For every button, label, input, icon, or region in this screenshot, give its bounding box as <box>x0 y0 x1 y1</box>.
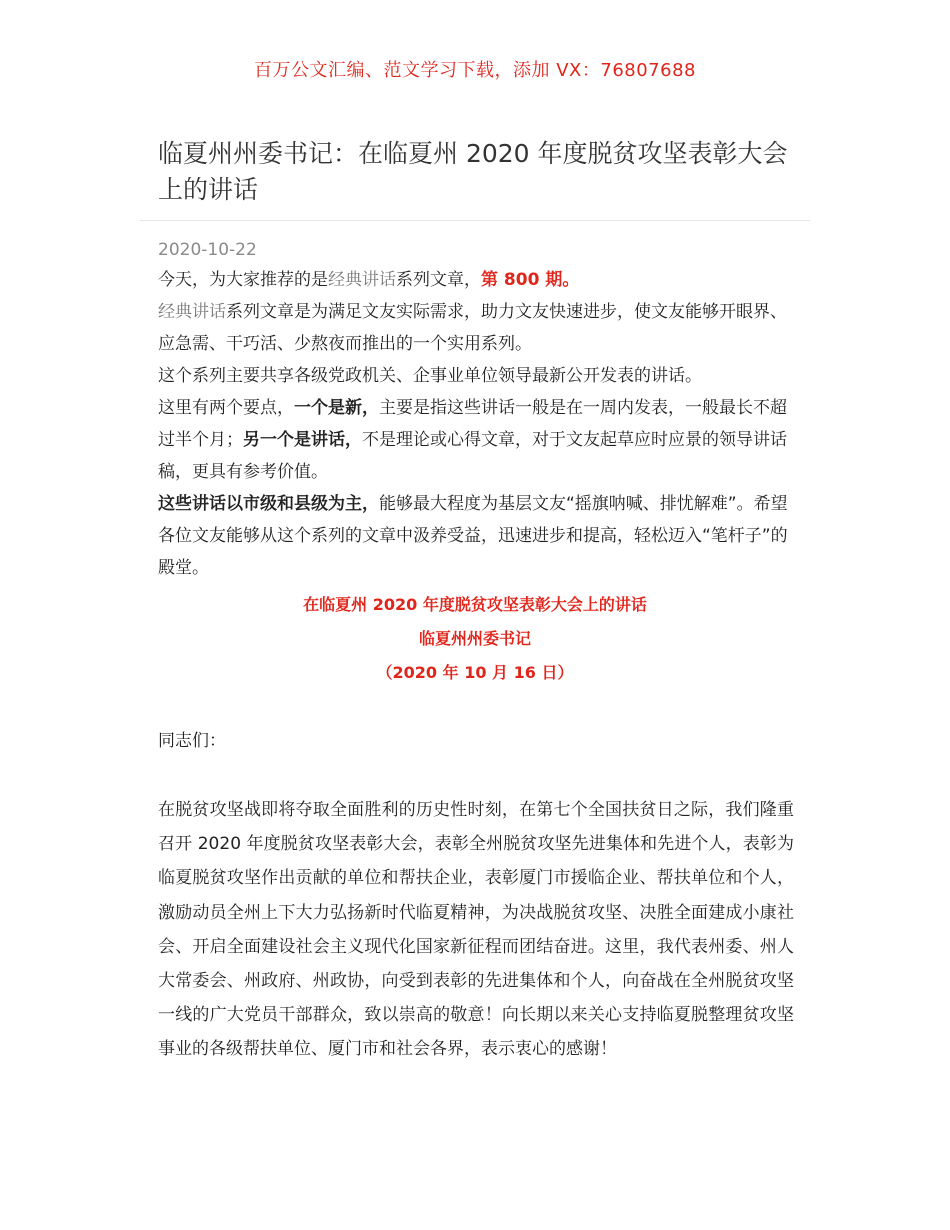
promo-banner: 百万公文汇编、范文学习下载，添加 VX：76807688 <box>254 60 696 81</box>
intro-line-2: 经典讲话系列文章是为满足文友实际需求，助力文友快速进步，使文友能够开眼界、应急需、干巧活、少熬夜而推出的一个实用系列。 <box>158 302 787 354</box>
issue-number: 第 800 期。 <box>481 270 580 290</box>
series-name: 经典讲话 <box>328 270 396 290</box>
title-divider <box>140 220 810 221</box>
intro-line-1: 今天，为大家推荐的是经典讲话系列文章，第 800 期。 <box>158 270 580 290</box>
intro-line-3: 这个系列主要共享各级党政机关、企事业单位领导最新公开发表的讲话。 <box>158 366 702 386</box>
speech-heading: 在临夏州 2020 年度脱贫攻坚表彰大会上的讲话 <box>303 595 647 614</box>
speech-speaker: 临夏州州委书记 <box>418 629 531 648</box>
point-two: 另一个是讲话， <box>243 430 362 450</box>
series-name-2: 经典讲话 <box>158 302 226 322</box>
point-one: 一个是新， <box>294 398 379 418</box>
series-intro <box>158 264 794 584</box>
speech-date: （2020 年 10 月 16 日） <box>376 663 574 682</box>
speech-header <box>0 588 950 690</box>
intro-line-5: 这些讲话以市级和县级为主，能够最大程度为基层文友“摇旗呐喊、排忧解难”。希望各位文友能够从这个系列的文章中汲养受益，迅速进步和提高，轻松迈入“笔杆子”的殿堂。 <box>158 494 788 578</box>
article-title: 临夏州州委书记：在临夏州 2020 年度脱贫攻坚表彰大会上的讲话 <box>158 139 788 204</box>
article-date: 2020-10-22 <box>158 240 257 260</box>
intro-line-4: 这里有两个要点，一个是新，主要是指这些讲话一般是在一周内发表，一般最长不超过半个月；另一个是讲话，不是理论或心得文章，对于文友起草应时应景的领导讲话稿，更具有参考价值。 <box>158 398 787 482</box>
speech-paragraph: 在脱贫攻坚战即将夺取全面胜利的历史性时刻，在第七个全国扶贫日之际，我们隆重召开 2020 年度脱贫攻坚表彰大会，表彰全州脱贫攻坚先进集体和先进个人，表彰为临夏脱贫攻坚作出贡献的单位和帮扶企业，表彰厦门市援临企业、帮扶单位和个人，激励动员全州上下大力弘扬新时代临夏精神，为决战脱贫攻坚、决胜全面建成小康社会、开启全面建设社会主义现代化国家新征程而团结奋进。这里，我代表州委、州人大常委会、州政府、州政协，向受到表彰的先进集体和个人，向奋战在全州脱贫攻坚一线的广大党员干部群众，致以崇高的敬意！向长期以来关心支持临夏脱整理贫攻坚事业的各级帮扶单位、厦门市和社会各界，表示衷心的感谢！ <box>158 800 794 1060</box>
speech-greeting: 同志们： <box>158 731 226 751</box>
